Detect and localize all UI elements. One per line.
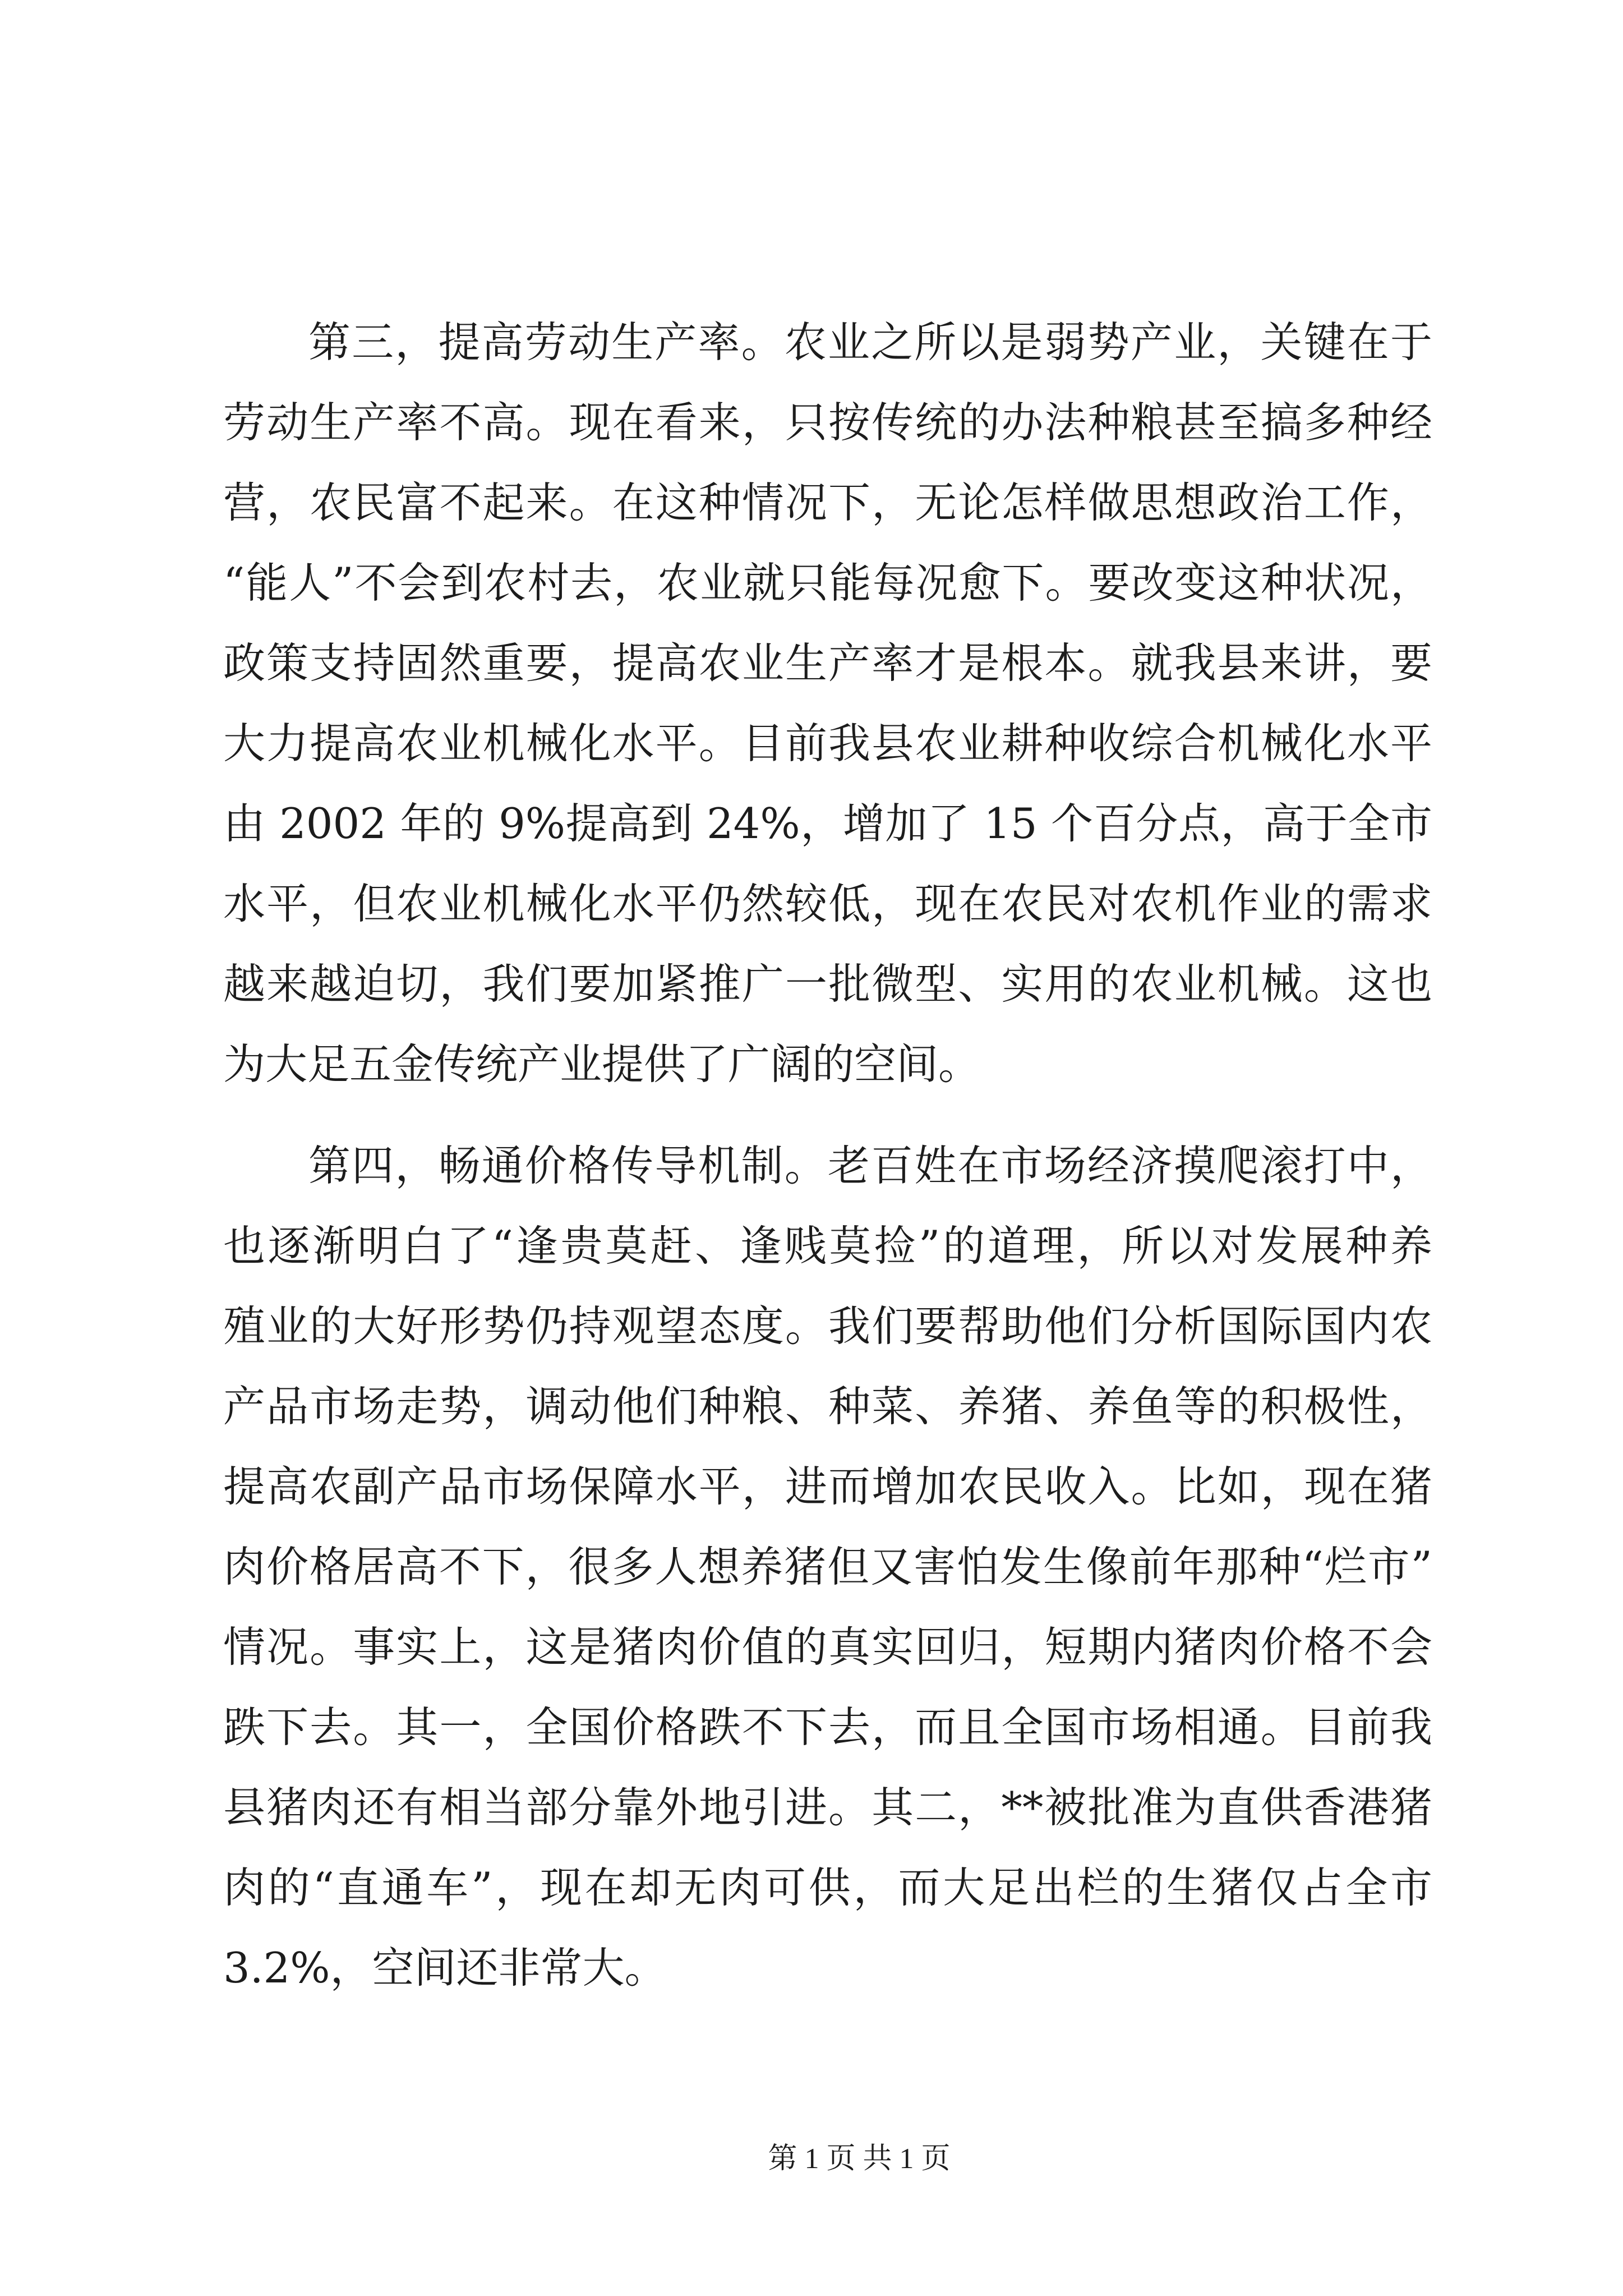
text-line: 县猪肉还有相当部分靠外地引进。其二，**被批准为直供香港猪 (223, 1783, 1432, 1832)
text-line: 第四，畅通价格传导机制。老百姓在市场经济摸爬滚打中， (308, 1141, 1432, 1190)
text-line: 也逐渐明白了“逢贵莫赶、逢贱莫捡”的道理，所以对发展种养 (223, 1221, 1432, 1271)
text-line: 3.2%，空间还非常大。 (223, 1943, 667, 1993)
text-line: 由 2002 年的 9%提高到 24%，增加了 15 个百分点，高于全市 (223, 799, 1432, 848)
text-line: 营，农民富不起来。在这种情况下，无论怎样做思想政治工作， (223, 478, 1432, 527)
text-line: 跌下去。其一，全国价格跌不下去，而且全国市场相通。目前我 (223, 1703, 1432, 1752)
text-line: 劳动生产率不高。现在看来，只按传统的办法种粮甚至搞多种经 (223, 398, 1432, 447)
text-line: 越来越迫切，我们要加紧推广一批微型、实用的农业机械。这也 (223, 959, 1432, 1009)
text-line: 政策支持固然重要，提高农业生产率才是根本。就我县来讲，要 (223, 638, 1432, 688)
paragraph-1 (223, 302, 1432, 1105)
page-footer: 第 1 页 共 1 页 (768, 2143, 951, 2175)
text-line: 肉价格居高不下，很多人想养猪但又害怕发生像前年那种“烂市” (223, 1542, 1432, 1591)
text-line: 水平，但农业机械化水平仍然较低，现在农民对农机作业的需求 (223, 879, 1432, 928)
text-line: 殖业的大好形势仍持观望态度。我们要帮助他们分析国际国内农 (223, 1301, 1432, 1351)
text-line: 为大足五金传统产业提供了广阔的空间。 (223, 1039, 981, 1089)
text-line: “能人”不会到农村去，农业就只能每况愈下。要改变这种状况， (223, 558, 1432, 608)
text-line: 产品市场走势，调动他们种粮、种菜、养猪、养鱼等的积极性， (223, 1382, 1432, 1431)
text-line: 情况。事实上，这是猪肉价值的真实回归，短期内猪肉价格不会 (223, 1622, 1432, 1672)
text-line: 肉的“直通车”，现在却无肉可供，而大足出栏的生猪仅占全市 (223, 1863, 1432, 1912)
paragraph-2 (223, 1126, 1432, 2008)
text-line: 大力提高农业机械化水平。目前我县农业耕种收综合机械化水平 (223, 719, 1432, 768)
text-line: 提高农副产品市场保障水平，进而增加农民收入。比如，现在猪 (223, 1462, 1432, 1511)
text-line: 第三，提高劳动生产率。农业之所以是弱势产业，关键在于 (308, 318, 1432, 367)
